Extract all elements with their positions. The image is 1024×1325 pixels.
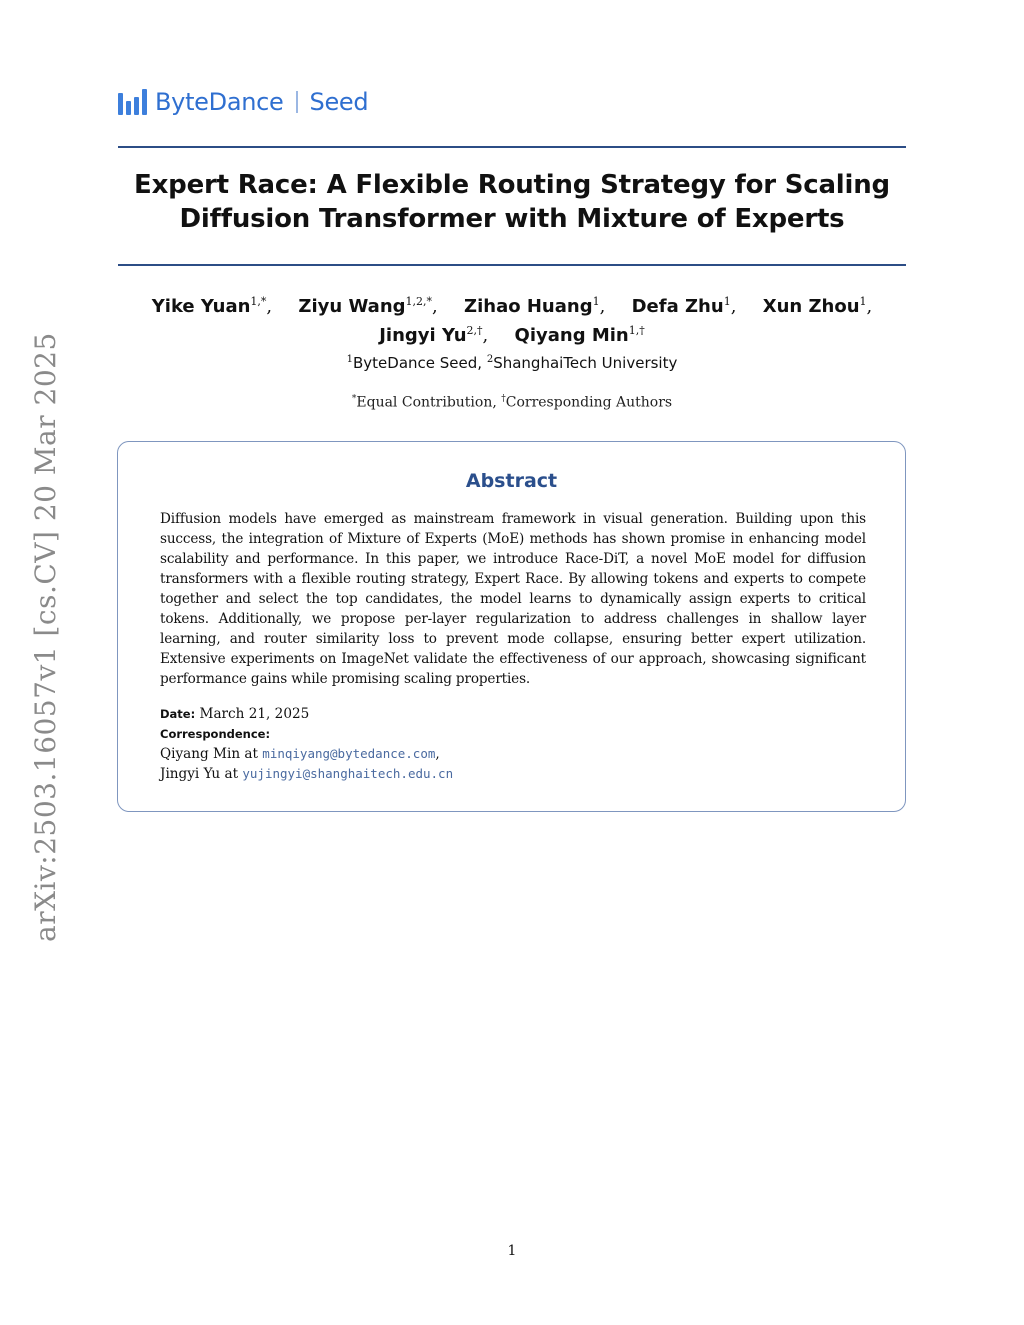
- paper-title: [100, 168, 924, 236]
- correspondence-row: [160, 724, 866, 744]
- date-row: [160, 704, 866, 724]
- contact-row: Qiyang Min at minqiyang@bytedance.com,: [160, 746, 440, 762]
- bytedance-seed-logo: [118, 86, 368, 118]
- author: Yike Yuan$^{1,*}$,: [151, 295, 273, 317]
- logo-divider: [296, 91, 298, 113]
- page-number: 1: [507, 1243, 517, 1259]
- abstract-text: Diffusion models have emerged as mainstream framework in visual generation. Building upon this success, the integration of Mixture of Experts (MoE) methods has shown promise in enhancing model scalability and performance. In this paper, we introduce Race-DiT, a novel MoE model for diffusion transformers with a flexible routing strategy, Expert Race. By allowing tokens and experts to compete together and select the top candidates, the model learns to dynamically assign experts to critical tokens. Additionally, we propose per-layer regularization to address challenges in shallow layer learning, and router similarity loss to prevent mode collapse, ensuring better expert utilization. Extensive experiments on ImageNet validate the effectiveness of our approach, showcasing significant performance gains while promising scaling properties.: [160, 511, 866, 687]
- correspondence-label: Correspondence:: [160, 727, 271, 741]
- brand-sub: Seed: [309, 88, 369, 116]
- email-link[interactable]: yujingyi@shanghaitech.edu.cn: [242, 766, 454, 781]
- paper-title-line-1: Expert Race: A Flexible Routing Strategy for Scaling: [134, 170, 890, 200]
- paper-meta: [160, 704, 866, 784]
- author: Zihao Huang$^1$,: [464, 295, 606, 317]
- author: Ziyu Wang$^{1,2,*}$,: [298, 295, 438, 317]
- author-list: [130, 290, 894, 348]
- abstract-heading: Abstract: [465, 470, 558, 492]
- paper-title-line-2: Diffusion Transformer with Mixture of Experts: [179, 204, 845, 234]
- arxiv-identifier: arXiv:2503.16057v1 [cs.CV] 20 Mar 2025: [29, 332, 62, 942]
- date-label: Date:: [160, 707, 196, 721]
- bytedance-logo-icon: [118, 89, 147, 115]
- author: Qiyang Min$^{1,\dagger}$: [514, 324, 645, 346]
- author: Defa Zhu$^1$,: [631, 295, 737, 317]
- email-link[interactable]: minqiyang@bytedance.com: [262, 746, 436, 761]
- brand-name: ByteDance: [155, 88, 284, 116]
- author: Xun Zhou$^1$,: [762, 295, 873, 317]
- contact-row: Jingyi Yu at yujingyi@shanghaitech.edu.cn: [160, 766, 454, 782]
- abstract-box: [117, 441, 906, 812]
- date-value: March 21, 2025: [199, 706, 310, 722]
- title-rule-bottom: [118, 264, 906, 266]
- affiliations: $^1$ByteDance Seed, $^2$ShanghaiTech University: [346, 354, 678, 372]
- title-rule-top: [118, 146, 906, 148]
- author-notes: *Equal Contribution, †Corresponding Authors: [351, 394, 673, 411]
- author: Jingyi $Yu^{2,\dagger}$,: [379, 324, 489, 346]
